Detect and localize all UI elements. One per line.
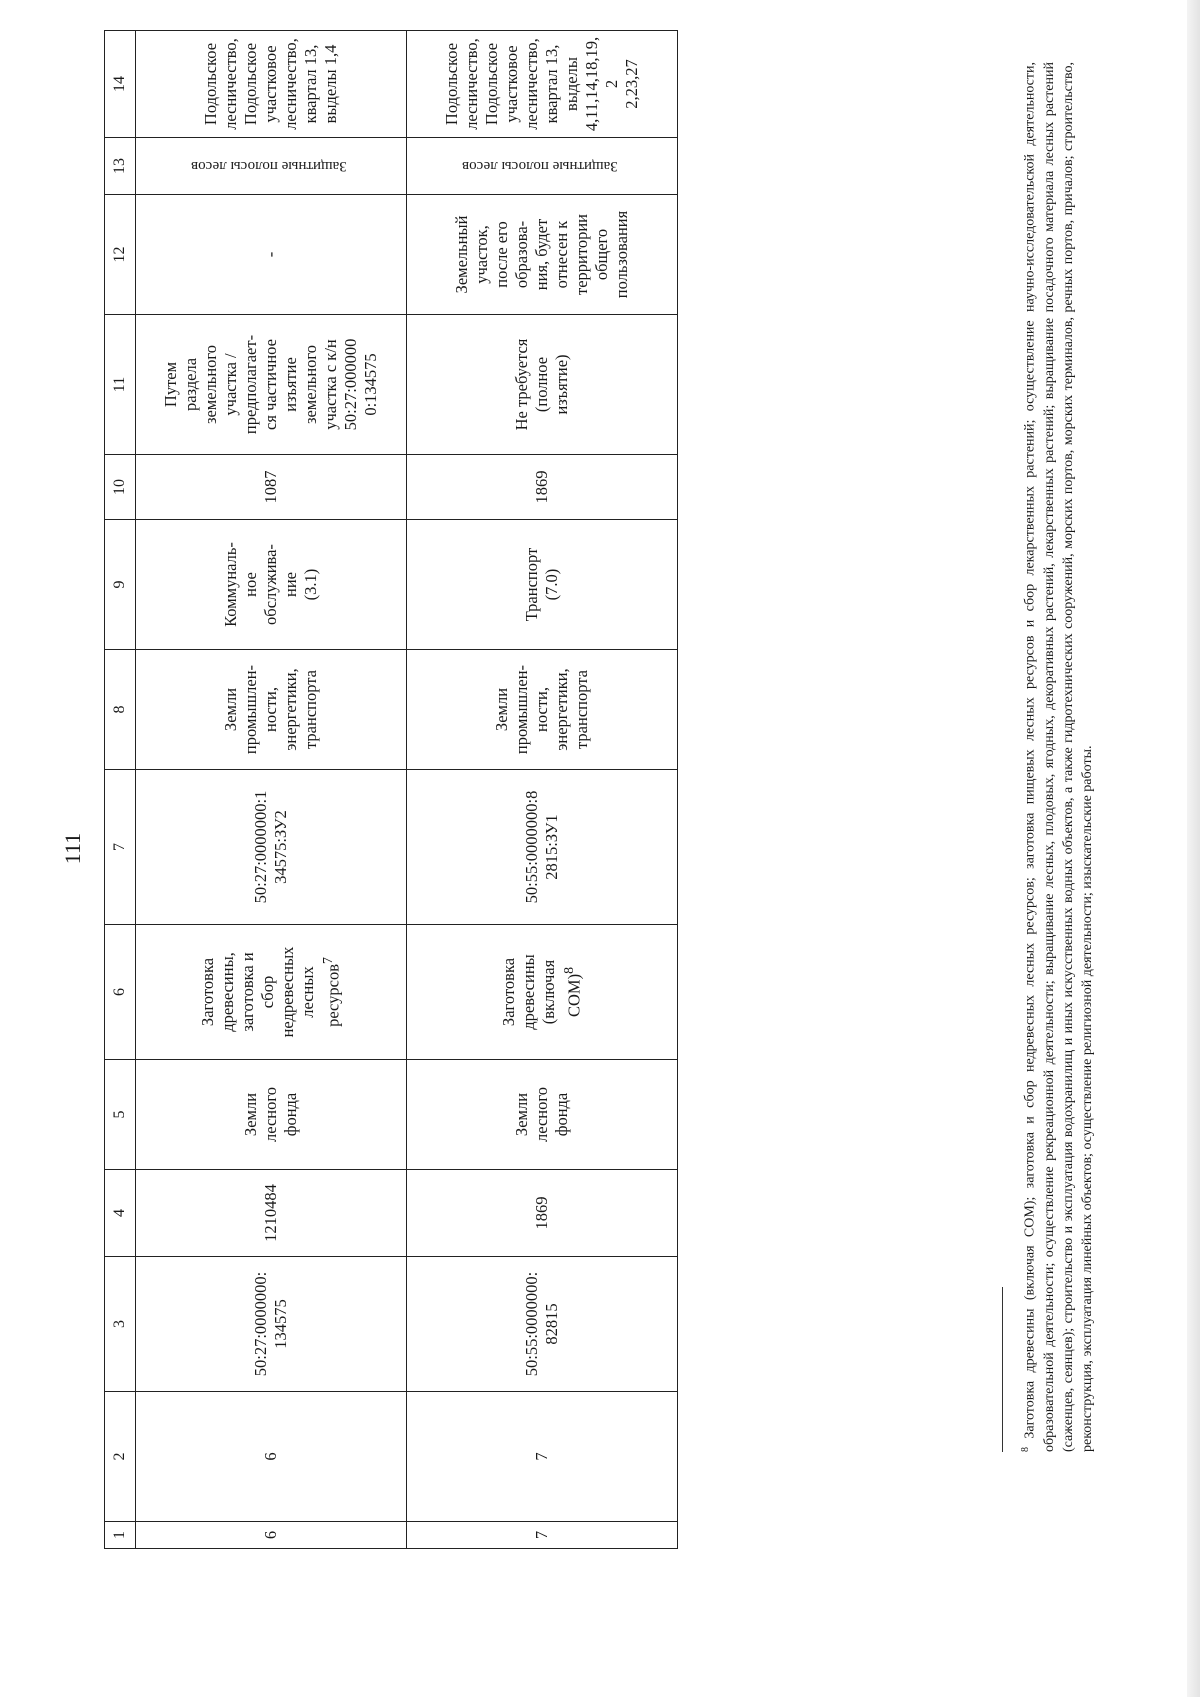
new-land-category: Земли промышлен- ности, энергетики, транспорта — [136, 650, 407, 770]
new-plot-designation: 50:27:0000000:1 34575:ЗУ2 — [136, 770, 407, 925]
header-cell: 3 — [105, 1257, 136, 1392]
cadastral-number: 50:27:0000000: 134575 — [136, 1257, 407, 1392]
footnote-mark: 8 — [1020, 1447, 1031, 1452]
header-cell: 8 — [105, 650, 136, 770]
public-territory-note: Земельный участок, после его образова- ния, будет отнесен к территории общего пользования — [407, 195, 678, 315]
area-value: 1869 — [407, 1170, 678, 1257]
page-number: 111 — [60, 832, 85, 865]
table-row — [407, 31, 678, 1549]
permitted-use-text: Заготовка древесины, заготовка и сбор недревесных лесных ресурсов — [198, 946, 343, 1038]
forest-purpose-text: Защитные полосы лесов — [461, 158, 618, 174]
land-category: Земли лесного фонда — [407, 1060, 678, 1170]
new-land-category: Земли промышлен- ности, энергетики, транспорта — [407, 650, 678, 770]
land-category: Земли лесного фонда — [136, 1060, 407, 1170]
header-cell: 1 — [105, 1522, 136, 1549]
formation-method: Не требуется (полное изъятие) — [407, 315, 678, 455]
header-cell: 2 — [105, 1392, 136, 1522]
land-plot-table — [104, 30, 678, 1549]
forestry-location: Подольское лесничество, Подольское участковое лесничество, квартал 13, выделы 1,4 — [136, 31, 407, 138]
footnote-ref: 8 — [561, 967, 577, 974]
forest-purpose — [407, 138, 678, 195]
footnote-text: Заготовка древесины (включая СОМ); заготовка и сбор недревесных лесных ресурсов; заготовка пищевых лесных ресурсов и сбор лекарственных растений; осуществление научно-исследовательской деятельности, образовательной деятельности; осуществление рекреационной деятельности; выращивание лесных, плодовых, ягодных, декоративных растений, лекарственных растений; выращивание посадочного материала лесных растений (саженцев, сеянцев); строительство и эксплуатация водохранилищ и иных искусственных водных объектов, а также гидротехнических сооружений, морских портов, морских терминалов, речных портов, причалов; строительство, реконструкция, эксплуатация линейных объектов; осуществление религиозной деятельности; изыскательские работы. — [1022, 62, 1095, 1452]
area-value: 1210484 — [136, 1170, 407, 1257]
table-row — [136, 31, 407, 1549]
forest-purpose-text: Защитные полосы лесов — [190, 158, 347, 174]
header-cell: 4 — [105, 1170, 136, 1257]
forestry-location: Подольское лесничество, Подольское участковое лесничество, квартал 13, выделы 4,11,14,18,19,2 2,23,27 — [407, 31, 678, 138]
header-cell: 7 — [105, 770, 136, 925]
plot-number: 6 — [136, 1392, 407, 1522]
header-cell: 6 — [105, 925, 136, 1060]
header-cell: 12 — [105, 195, 136, 315]
table-header-row — [105, 31, 136, 1549]
scan-edge — [1187, 0, 1200, 1697]
cadastral-number: 50:55:0000000: 82815 — [407, 1257, 678, 1392]
plot-number: 7 — [407, 1392, 678, 1522]
header-cell: 10 — [105, 455, 136, 520]
formation-method: Путем раздела земельного участка / предполагает- ся частичное изъятие земельного участка с к/н 50:27:000000 0:134575 — [136, 315, 407, 455]
forest-purpose — [136, 138, 407, 195]
new-area: 1869 — [407, 455, 678, 520]
new-plot-designation: 50:55:0000000:8 2815:ЗУ1 — [407, 770, 678, 925]
header-cell: 11 — [105, 315, 136, 455]
permitted-use-text: Заготовка древесины (включая СОМ) — [499, 954, 584, 1030]
header-cell: 14 — [105, 31, 136, 138]
header-cell: 13 — [105, 138, 136, 195]
public-territory-note: - — [136, 195, 407, 315]
new-area: 1087 — [136, 455, 407, 520]
footnote — [1016, 62, 1097, 1452]
row-number: 6 — [136, 1522, 407, 1549]
permitted-use — [407, 925, 678, 1060]
row-number: 7 — [407, 1522, 678, 1549]
footnote-ref: 7 — [320, 957, 336, 964]
header-cell: 9 — [105, 520, 136, 650]
permitted-use — [136, 925, 407, 1060]
header-cell: 5 — [105, 1060, 136, 1170]
new-permitted-use: Транспорт (7.0) — [407, 520, 678, 650]
footnote-separator — [1002, 1287, 1003, 1452]
new-permitted-use: Коммуналь- ное обслужива- ние (3.1) — [136, 520, 407, 650]
